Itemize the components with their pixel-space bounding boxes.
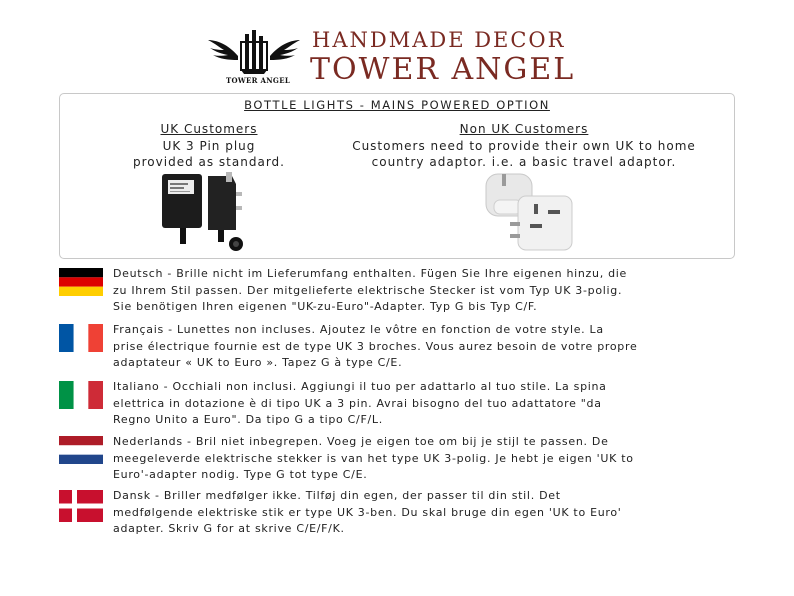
dutch-text: Nederlands - Bril niet inbegrepen. Voeg je eigen toe om bij je stijl te passen. De meegeleverde elektrische stekker is van het type UK 3-polig. Je hebt je eigen 'UK to Euro'-adapter nodig. Type G tot type C/E. [113,435,634,481]
brand-subtitle: HANDMADE DECOR [312,28,566,52]
mains-option-box [59,93,735,259]
french-text: Français - Lunettes non incluses. Ajoutez le vôtre en fonction de votre style. La prise électrique fournie est de type UK 3 broches. Vous aurez besoin de votre propre adaptateur « UK to Euro ». Tapez G à type C/E. [113,323,638,369]
language-row-danish [59,488,749,538]
non-uk-customers-line-1: Customers need to provide their own UK to home [352,138,696,153]
tower-angel-logo [208,30,300,88]
non-uk-customers-heading: Non UK Customers [459,122,589,136]
uk-customers-line-2: provided as standard. [133,155,285,169]
travel-adaptor-image [482,170,578,254]
language-row-italian [59,379,749,429]
non-uk-customers-line-2: country adaptor. i.e. a basic travel adaptor. [371,155,677,169]
language-row-dutch [59,434,749,484]
italian-text: Italiano - Occhiali non inclusi. Aggiungi il tuo per adattarlo al tuo stile. La spina elettrica in dotazione è di tipo UK a 3 pin. Avrai bisogno del tuo adattatore "da Regno Unito a Euro". Da tipo G a tipo C/F/L. [113,380,607,426]
italy-flag-icon [59,381,103,409]
denmark-flag-icon [59,490,103,518]
brand-title: TOWER ANGEL [310,52,576,87]
german-text: Deutsch - Brille nicht im Lieferumfang enthalten. Fügen Sie Ihre eigenen hinzu, die zu Ihrem Stil passen. Der mitgelieferte elektrische Stecker ist vom Typ UK 3-polig. Sie benötigen Ihren eigenen "UK-zu-Euro"-Adapter. Typ G bis Typ C/F. [113,267,627,313]
danish-text: Dansk - Briller medfølger ikke. Tilføj din egen, der passer til din stil. Det medfølgende elektriske stik er type UK 3-ben. Du skal bruge din egen 'UK to Euro' adapter. Skriv G for at skrive C/E/F/K. [113,489,622,535]
box-title: BOTTLE LIGHTS - MAINS POWERED OPTION [244,98,550,112]
uk-customers-heading: UK Customers [160,122,258,136]
language-row-french [59,322,749,372]
non-uk-customers-column [324,121,724,171]
uk-customers-column [104,121,314,171]
angel-wings-icon [208,30,300,76]
language-row-german [59,266,749,316]
uk-customers-line-1: UK 3 Pin plug [162,138,256,153]
netherlands-flag-icon [59,436,103,464]
germany-flag-icon [59,268,103,296]
logo-text: TOWER ANGEL [225,76,291,85]
uk-plug-transformer-image [160,172,260,254]
brand-header [208,22,608,88]
france-flag-icon [59,324,103,352]
